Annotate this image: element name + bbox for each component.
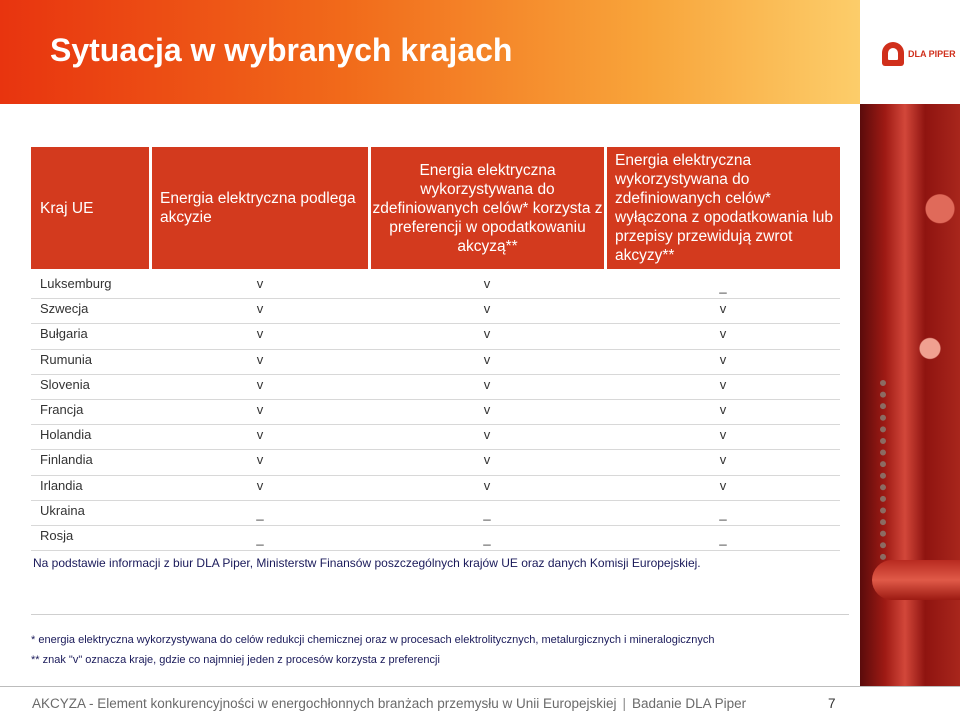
mark-cell: v [483,402,491,417]
mark-cell: v [719,452,727,468]
mark-cell: v [256,301,264,317]
mark-cell: _ [719,279,727,294]
mark-cell: _ [256,505,264,521]
row-divider [31,349,840,350]
mark-cell: v [483,477,491,493]
country-cell: Holandia [40,427,92,443]
mark-cell: v [256,376,264,392]
mark-cell: v [719,427,727,443]
mark-cell: v [483,376,491,392]
footnotes [31,614,849,674]
mark-cell: v [483,427,491,443]
footnote-2: ** znak "v" oznacza kraje, gdzie co najmniej jeden z procesów korzysta z preferencji [31,654,440,666]
country-cell: Finlandia [40,452,93,468]
mark-cell: v [256,427,264,443]
footer-source: Badanie DLA Piper [632,696,747,711]
mark-cell: _ [719,531,727,546]
row-divider [31,525,840,526]
page-number: 7 [828,696,836,711]
country-cell: Rosja [40,528,74,543]
source-note: Na podstawie informacji z biur DLA Piper, Ministerstw Finansów poszczególnych krajów UE oraz danych Komisji Europejskiej. [33,556,701,570]
row-divider [31,374,840,375]
row-divider [31,475,840,476]
mark-cell: v [483,326,491,342]
mark-cell: v [256,326,264,342]
row-divider [31,298,840,299]
footnote-1: * energia elektryczna wykorzystywana do celów redukcji chemicznej oraz w procesach elektrolitycznych, metalurgicznych i mineralogicznych [31,634,715,646]
row-divider [31,323,840,324]
row-divider [31,550,840,551]
footer [32,696,746,711]
dla-piper-logo-icon [882,42,904,66]
mark-cell: v [256,477,264,493]
mark-cell: _ [719,505,727,521]
country-cell: Slovenia [40,376,90,392]
country-cell: Rumunia [40,351,93,367]
mark-cell: v [256,276,264,291]
country-cell: Ukraina [40,502,85,518]
country-cell: Bułgaria [40,326,88,342]
row-divider [31,424,840,425]
footer-divider [0,686,960,687]
mark-cell: v [483,351,491,367]
dla-piper-logo [882,38,956,70]
footer-title: AKCYZA - Element konkurencyjności w energochłonnych branżach przemysłu w Unii Europejskiej [32,696,617,711]
mark-cell: v [256,452,264,468]
header-preferential-taxation: Energia elektryczna wykorzystywana do zdefiniowanych celów* korzysta z preferencji w opodatkowaniu akcyzą** [371,147,604,269]
mark-cell: v [719,402,727,417]
mark-cell: v [256,351,264,367]
mark-cell: v [719,376,727,392]
mark-cell: _ [483,505,491,521]
mark-cell: _ [483,531,491,546]
mark-cell: v [719,351,727,367]
mark-cell: v [719,301,727,317]
header-country: Kraj UE [31,147,149,269]
slide-title: Sytuacja w wybranych krajach [50,32,513,68]
mark-cell: _ [256,531,264,546]
mark-cell: v [719,326,727,342]
row-divider [31,500,840,501]
row-divider [31,449,840,450]
country-cell: Irlandia [40,477,83,493]
mark-cell: v [256,402,264,417]
header-exempt-or-refund: Energia elektryczna wykorzystywana do zdefiniowanych celów* wyłączona z opodatkowania lub przepisy przewidują zwrot akcyzy** [607,147,840,269]
country-cell: Luksemburg [40,276,112,291]
footer-separator: | [622,696,627,711]
logo-text: DLA PIPER [908,49,956,59]
mark-cell: v [719,477,727,493]
country-cell: Szwecja [40,301,89,317]
chain-decoration [880,380,898,560]
mark-cell: v [483,276,491,291]
pipe-decoration [872,560,960,600]
row-divider [31,399,840,400]
country-cell: Francja [40,402,84,417]
mark-cell: v [483,452,491,468]
header-subject-to-excise: Energia elektryczna podlega akcyzie [152,147,368,269]
mark-cell: v [483,301,491,317]
